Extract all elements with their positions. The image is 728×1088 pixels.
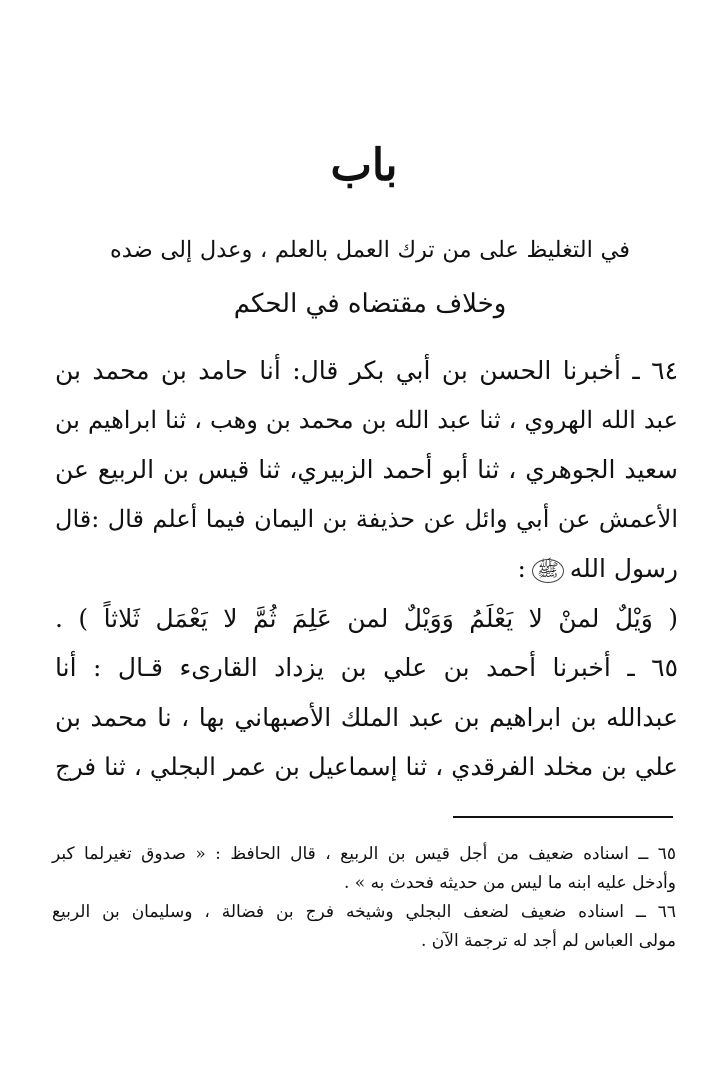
salawat-emblem-icon: ﷺ [532, 559, 564, 583]
chapter-subtitle-line-2: وخلاف مقتضاه في الحكم [233, 289, 507, 319]
chapter-title: باب [330, 140, 398, 191]
footnote-line: ٦٥ ــ اسناده ضعيف من أجل قيس بن الربيع ، قال الحافظ : « صدوق تغيرلما كبر [52, 844, 676, 864]
footnote-line: وأدخل عليه ابنه ما ليس من حديثه فحدث به » . [343, 873, 676, 893]
body-line: ٦٤ ـ أخبرنا الحسن بن أبي بكر قال: أنا حامد بن محمد بن [55, 356, 678, 385]
body-line-rasul [55, 544, 678, 594]
body-line: عبدالله بن ابراهيم بن عبد الملك الأصبهاني بها ، نا محمد بن [55, 702, 678, 732]
body-text [55, 346, 678, 792]
chapter-subtitle-line-1: في التغليظ على من ترك العمل بالعلم ، وعدل إلى ضده [110, 237, 630, 263]
body-line: عبد الله الهروي ، ثنا عبد الله بن محمد بن وهب ، ثنا ابراهيم بن [55, 405, 678, 434]
body-line: سعيد الجوهري ، ثنا أبو أحمد الزبيري، ثنا قيس بن الربيع عن [55, 455, 678, 484]
body-line: علي بن مخلد الفرقدي ، ثنا إسماعيل بن عمر البجلي ، ثنا فرج [55, 752, 678, 781]
body-line: ٦٥ ـ أخبرنا أحمد بن علي بن يزداد القارىء قـال : أنا [55, 653, 678, 682]
colon: : [517, 554, 526, 583]
rasul-text: رسول الله [569, 554, 678, 583]
footnote-line: مولى العباس لم أجد له ترجمة الآن . [420, 931, 676, 951]
body-line: الأعمش عن أبي وائل عن حذيفة بن اليمان فيما أعلم قال :قال [55, 504, 678, 533]
footnote-line: ٦٦ ــ اسناده ضعيف لضعف البجلي وشيخه فرج بن فضالة ، وسليمان بن الربيع [52, 902, 676, 922]
footnote-separator [453, 816, 673, 818]
footnotes [52, 840, 676, 956]
hadith-quote-line: ( وَيْلٌ لمنْ لا يَعْلَمُ وَوَيْلٌ لمن عَلِمَ ثُمَّ لا يَعْمَل ثَلاثاً ) . [55, 603, 678, 633]
